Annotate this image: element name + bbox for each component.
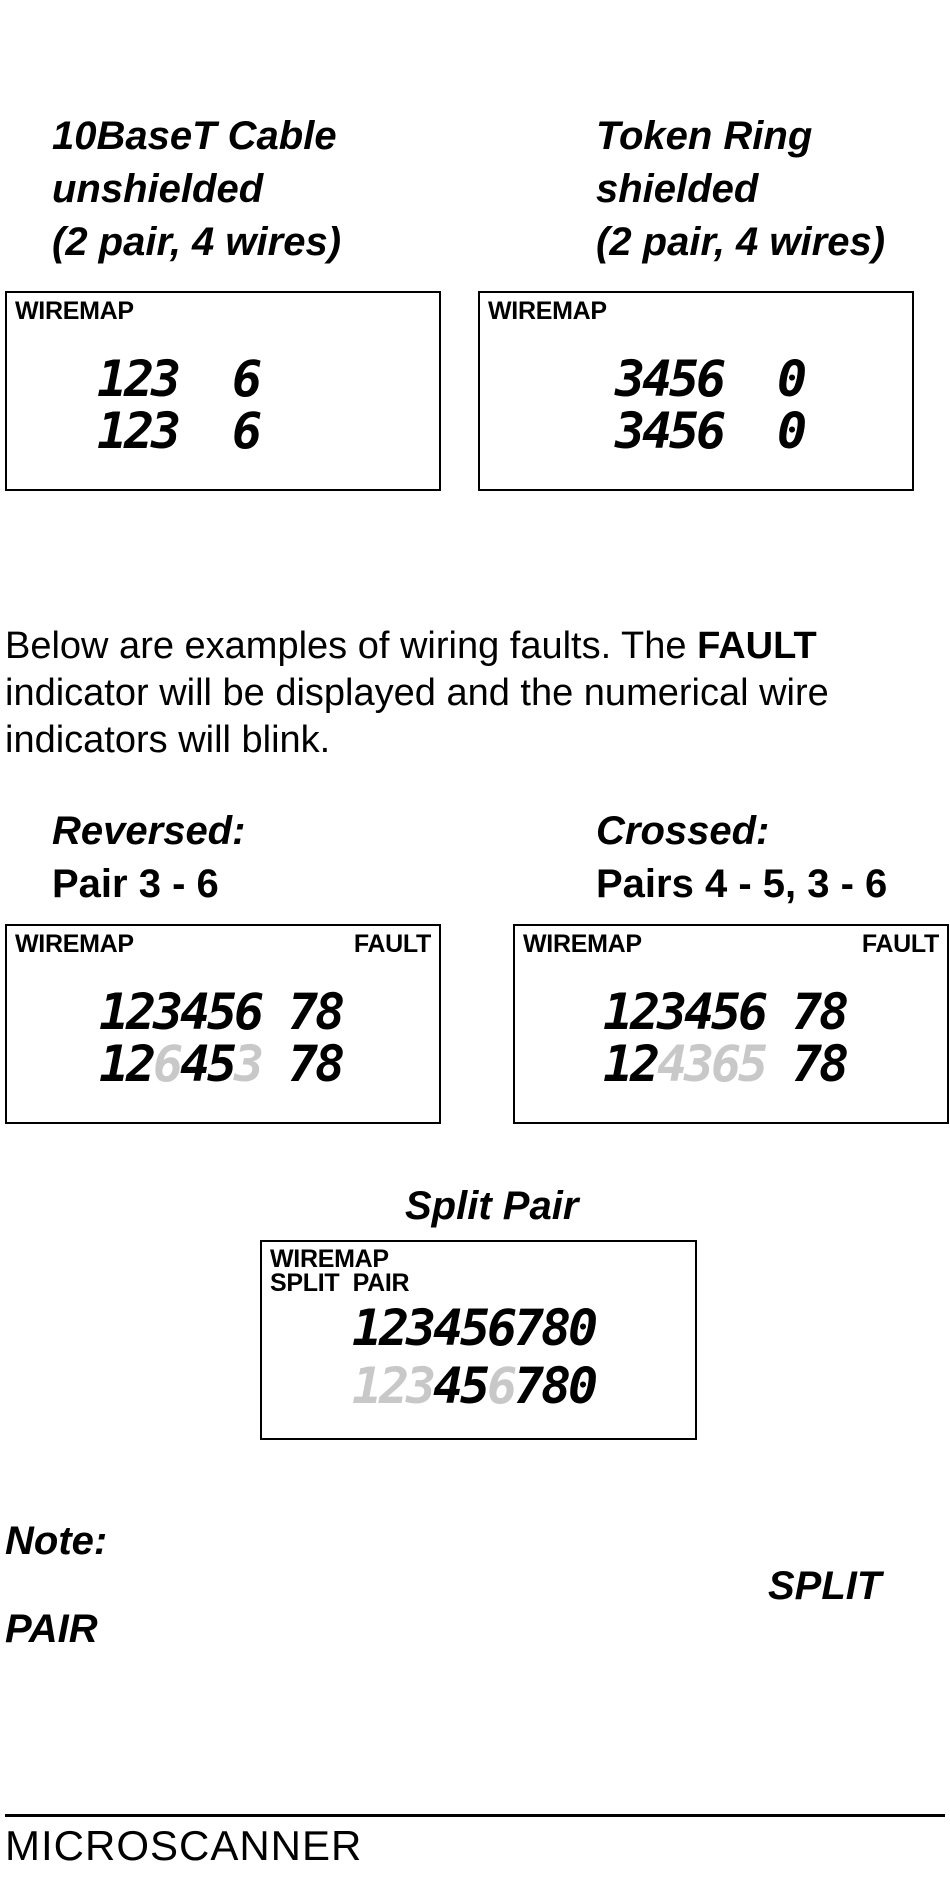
lcd-digit: 6 (487, 1357, 517, 1415)
intro-line-1 (5, 623, 817, 669)
lcd-blank-segment (178, 353, 205, 405)
lcd-digit: 2 (630, 1035, 660, 1093)
lcd-digit: 0 (568, 1299, 598, 1357)
lcd-display-token-ring (478, 291, 914, 491)
intro-line-2: indicator will be displayed and the numerical wire (5, 672, 829, 714)
lcd-digit: 8 (315, 983, 345, 1041)
cable-title-token-ring: Token Ring (596, 114, 813, 158)
lcd-digit: 5 (207, 1035, 237, 1093)
lcd-blank-segment (750, 353, 777, 405)
lcd-digit: 3 (151, 350, 181, 408)
lcd-digit: 7 (514, 1299, 544, 1357)
note-label: Note: (5, 1519, 108, 1563)
lcd-digit: 6 (487, 1299, 517, 1357)
lcd-digit: 4 (433, 1357, 463, 1415)
lcd-digits-row-top (615, 350, 807, 408)
lcd-digit: 3 (684, 1035, 714, 1093)
lcd-digit: 3 (615, 350, 645, 408)
lcd-digit: 4 (180, 983, 210, 1041)
lcd-digits-row-bottom (99, 1035, 345, 1093)
wiremap-label: WIREMAP (523, 930, 642, 958)
lcd-digit: 2 (379, 1357, 409, 1415)
lcd-digit: 6 (234, 983, 264, 1041)
lcd-blank-segment (765, 1038, 792, 1090)
lcd-digit: 6 (738, 983, 768, 1041)
note-pair-word: PAIR (5, 1607, 98, 1651)
lcd-digit: 5 (669, 402, 699, 460)
lcd-digit: 8 (315, 1035, 345, 1093)
lcd-digits-row-bottom (352, 1357, 598, 1415)
lcd-display-split-pair (260, 1240, 697, 1440)
lcd-digit: 8 (819, 1035, 849, 1093)
fault-indicator: FAULT (353, 930, 431, 958)
lcd-digit: 1 (99, 983, 129, 1041)
wiremap-label: WIREMAP (15, 930, 134, 958)
lcd-digits-row-top (352, 1299, 598, 1357)
lcd-digit: 4 (433, 1299, 463, 1357)
lcd-digit: 5 (711, 983, 741, 1041)
lcd-blank-segment (765, 986, 792, 1038)
lcd-digit: 1 (97, 402, 127, 460)
lcd-blank-segment (178, 405, 205, 457)
footer-brand: MICROSCANNER (5, 1822, 363, 1869)
split-pair-title: Split Pair (405, 1184, 579, 1228)
lcd-digit: 6 (153, 1035, 183, 1093)
lcd-digit: 1 (99, 1035, 129, 1093)
lcd-digits-row-top (99, 983, 345, 1041)
lcd-digits-row-top (97, 350, 262, 408)
lcd-digit: 2 (124, 402, 154, 460)
lcd-digit: 4 (657, 1035, 687, 1093)
lcd-digit: 3 (151, 402, 181, 460)
lcd-digit: 8 (541, 1357, 571, 1415)
fault-keyword: FAULT (697, 625, 817, 667)
lcd-digit: 0 (777, 350, 807, 408)
lcd-digit: 1 (603, 1035, 633, 1093)
lcd-digit: 3 (406, 1357, 436, 1415)
cable-title-10baset: 10BaseT Cable (52, 114, 337, 158)
reversed-title: Reversed: (52, 809, 246, 853)
lcd-digit: 6 (232, 350, 262, 408)
cable-type-unshielded: unshielded (52, 167, 264, 211)
lcd-digit: 6 (696, 402, 726, 460)
lcd-digit: 7 (288, 1035, 318, 1093)
lcd-digit: 7 (792, 983, 822, 1041)
lcd-digit: 2 (126, 983, 156, 1041)
footer-divider (5, 1814, 945, 1817)
lcd-digit: 5 (460, 1299, 490, 1357)
crossed-subtitle: Pairs 4 - 5, 3 - 6 (596, 862, 888, 906)
lcd-digit: 5 (669, 350, 699, 408)
lcd-digit: 5 (738, 1035, 768, 1093)
note-split-word: SPLIT (768, 1564, 882, 1608)
cable-type-shielded: shielded (596, 167, 759, 211)
lcd-blank-segment (750, 405, 777, 457)
lcd-digit: 7 (288, 983, 318, 1041)
fault-indicator: FAULT (861, 930, 939, 958)
lcd-digit: 4 (684, 983, 714, 1041)
reversed-subtitle: Pair 3 - 6 (52, 862, 219, 906)
lcd-digit: 4 (642, 350, 672, 408)
lcd-blank-segment (261, 1038, 288, 1090)
lcd-digit: 1 (603, 983, 633, 1041)
lcd-digits-row-bottom (603, 1035, 849, 1093)
lcd-digit: 2 (630, 983, 660, 1041)
wiremap-label: WIREMAP (15, 297, 134, 325)
lcd-digit: 7 (792, 1035, 822, 1093)
split-pair-indicator: SPLIT PAIR (270, 1269, 410, 1297)
lcd-digit: 3 (615, 402, 645, 460)
cable-wires-left: (2 pair, 4 wires) (52, 220, 342, 264)
lcd-digit: 1 (352, 1299, 382, 1357)
lcd-digit: 3 (153, 983, 183, 1041)
wiremap-label: WIREMAP (270, 1245, 389, 1273)
lcd-digits-row-bottom (97, 402, 262, 460)
lcd-blank-segment (205, 353, 232, 405)
lcd-display-reversed (5, 924, 441, 1124)
lcd-blank-segment (723, 353, 750, 405)
lcd-digit: 3 (657, 983, 687, 1041)
lcd-digit: 6 (232, 402, 262, 460)
lcd-blank-segment (723, 405, 750, 457)
lcd-digit: 5 (207, 983, 237, 1041)
lcd-digit: 0 (568, 1357, 598, 1415)
lcd-digit: 6 (696, 350, 726, 408)
lcd-display-crossed (513, 924, 949, 1124)
intro-line-3: indicators will blink. (5, 719, 331, 761)
lcd-digit: 4 (180, 1035, 210, 1093)
lcd-digit: 8 (541, 1299, 571, 1357)
lcd-digits-row-top (603, 983, 849, 1041)
lcd-digit: 2 (126, 1035, 156, 1093)
lcd-digit: 2 (124, 350, 154, 408)
lcd-digit: 4 (642, 402, 672, 460)
lcd-digit: 2 (379, 1299, 409, 1357)
intro-text: Below are examples of wiring faults. The (5, 625, 698, 667)
lcd-blank-segment (205, 405, 232, 457)
lcd-display-10baset (5, 291, 441, 491)
lcd-digit: 0 (777, 402, 807, 460)
lcd-digit: 5 (460, 1357, 490, 1415)
lcd-digit: 1 (97, 350, 127, 408)
lcd-blank-segment (261, 986, 288, 1038)
crossed-title: Crossed: (596, 809, 770, 853)
lcd-digit: 6 (711, 1035, 741, 1093)
lcd-digit: 3 (406, 1299, 436, 1357)
wiremap-label: WIREMAP (488, 297, 607, 325)
lcd-digits-row-bottom (615, 402, 807, 460)
lcd-digit: 1 (352, 1357, 382, 1415)
lcd-digit: 8 (819, 983, 849, 1041)
lcd-digit: 3 (234, 1035, 264, 1093)
lcd-digit: 7 (514, 1357, 544, 1415)
cable-wires-right: (2 pair, 4 wires) (596, 220, 886, 264)
